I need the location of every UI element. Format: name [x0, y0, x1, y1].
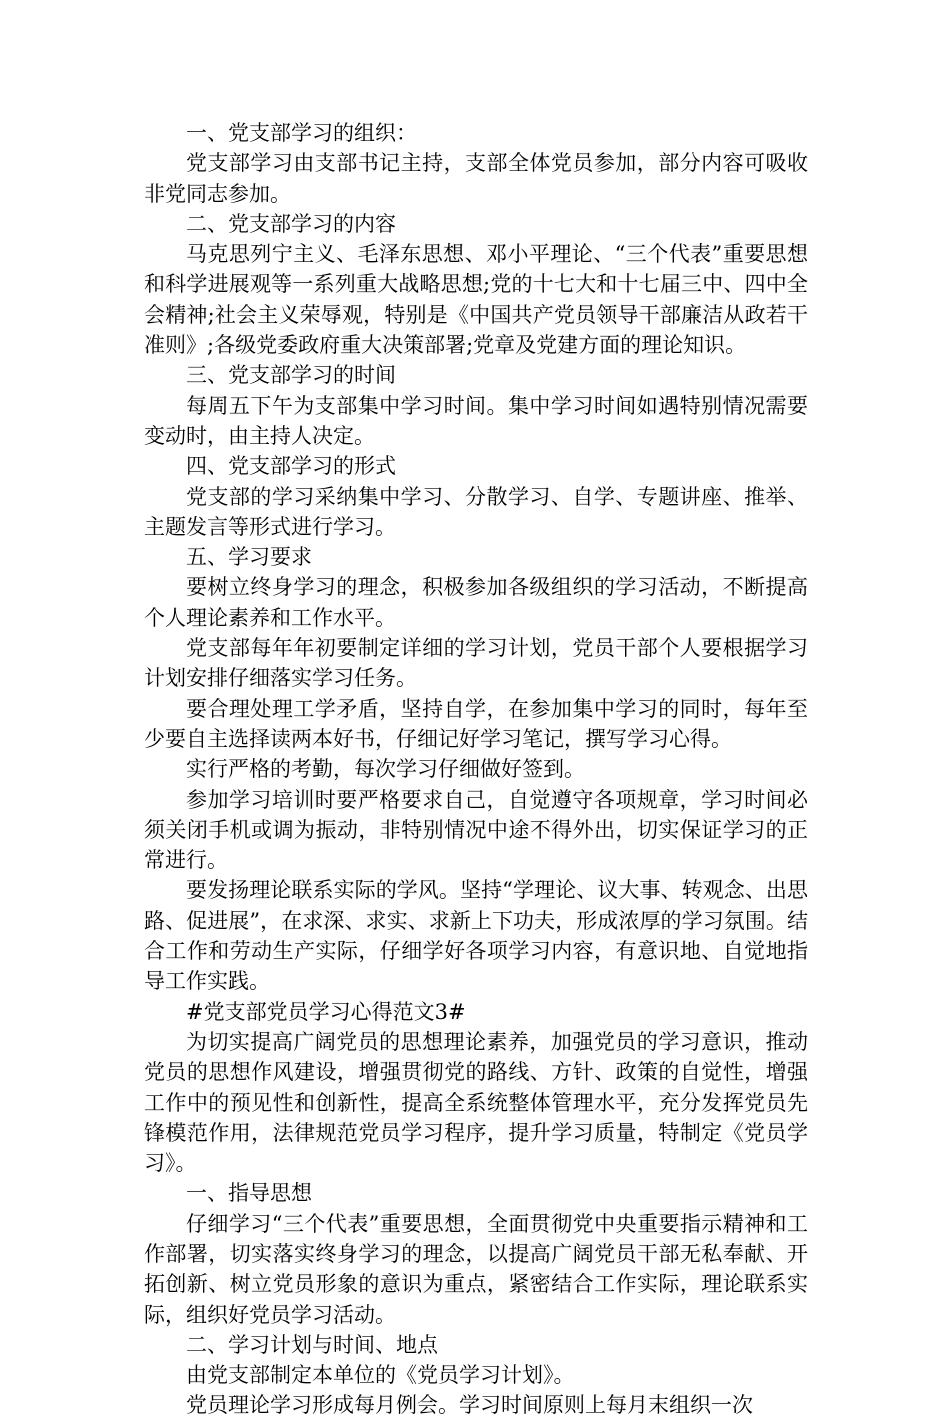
body-paragraph: 每周五下午为支部集中学习时间。集中学习时间如遇特别情况需要变动时，由主持人决定。 — [144, 393, 808, 448]
body-paragraph: 为切实提高广阔党员的思想理论素养，加强党员的学习意识，推动党员的思想作风建设，增强贯彻党的路线、方针、政策的自觉性，增强工作中的预见性和创新性，提高全系统整体管理水平，充分发挥党员先锋模范作用，法律规范党员学习程序，提升学习质量，特制定《党员学习》。 — [144, 1029, 808, 1176]
body-paragraph: 要合理处理工学矛盾，坚持自学，在参加集中学习的同时，每年至少要自主选择读两本好书，仔细记好学习笔记，撰写学习心得。 — [144, 696, 808, 751]
section-heading-time: 三、党支部学习的时间 — [186, 363, 396, 388]
article-title: #党支部党员学习心得范文3# — [186, 999, 466, 1024]
section-heading-content: 二、党支部学习的内容 — [186, 211, 396, 236]
body-paragraph: 参加学习培训时要严格要求自己，自觉遵守各项规章，学习时间必须关闭手机或调为振动，非特别情况中途不得外出，切实保证学习的正常进行。 — [144, 787, 808, 873]
section-heading-plan-time-place: 二、学习计划与时间、地点 — [186, 1332, 438, 1357]
section-heading-requirements: 五、学习要求 — [186, 545, 312, 570]
body-paragraph: 党支部学习由支部书记主持，支部全体党员参加，部分内容可吸收非党同志参加。 — [144, 151, 808, 206]
body-paragraph: 要发扬理论联系实际的学风。坚持“学理论、议大事、转观念、出思路、促进展”，在求深、求实、求新上下功夫，形成浓厚的学习氛围。结合工作和劳动生产实际，仔细学好各项学习内容，有意识地、自觉地指导工作实践。 — [144, 878, 808, 994]
body-paragraph: 马克思列宁主义、毛泽东思想、邓小平理论、“三个代表”重要思想和科学进展观等一系列重大战略思想;党的十七大和十七届三中、四中全会精神;社会主义荣辱观，特别是《中国共产党员领导干部廉洁从政若干准则》;各级党委政府重大决策部署;党章及党建方面的理论知识。 — [144, 242, 808, 358]
document-body — [144, 118, 808, 1421]
body-paragraph: 党支部每年年初要制定详细的学习计划，党员干部个人要根据学习计划安排仔细落实学习任务。 — [144, 636, 808, 691]
section-heading-guiding-thought: 一、指导思想 — [186, 1181, 312, 1206]
section-heading-organization: 一、党支部学习的组织： — [186, 121, 417, 145]
body-paragraph: 党支部的学习采纳集中学习、分散学习、自学、专题讲座、推举、主题发言等形式进行学习。 — [144, 484, 808, 539]
body-paragraph: 党员理论学习形成每月例会。学习时间原则上每月末组织一次 — [186, 1393, 753, 1418]
body-paragraph: 要树立终身学习的理念，积极参加各级组织的学习活动，不断提高个人理论素养和工作水平。 — [144, 575, 808, 630]
body-paragraph: 仔细学习“三个代表”重要思想，全面贯彻党中央重要指示精神和工作部署，切实落实终身学习的理念，以提高广阔党员干部无私奉献、开拓创新、树立党员形象的意识为重点，紧密结合工作实际，理论联系实际，组织好党员学习活动。 — [144, 1211, 808, 1327]
body-paragraph: 实行严格的考勤，每次学习仔细做好签到。 — [186, 757, 585, 782]
body-paragraph: 由党支部制定本单位的《党员学习计划》。 — [186, 1363, 575, 1388]
section-heading-form: 四、党支部学习的形式 — [186, 454, 396, 479]
